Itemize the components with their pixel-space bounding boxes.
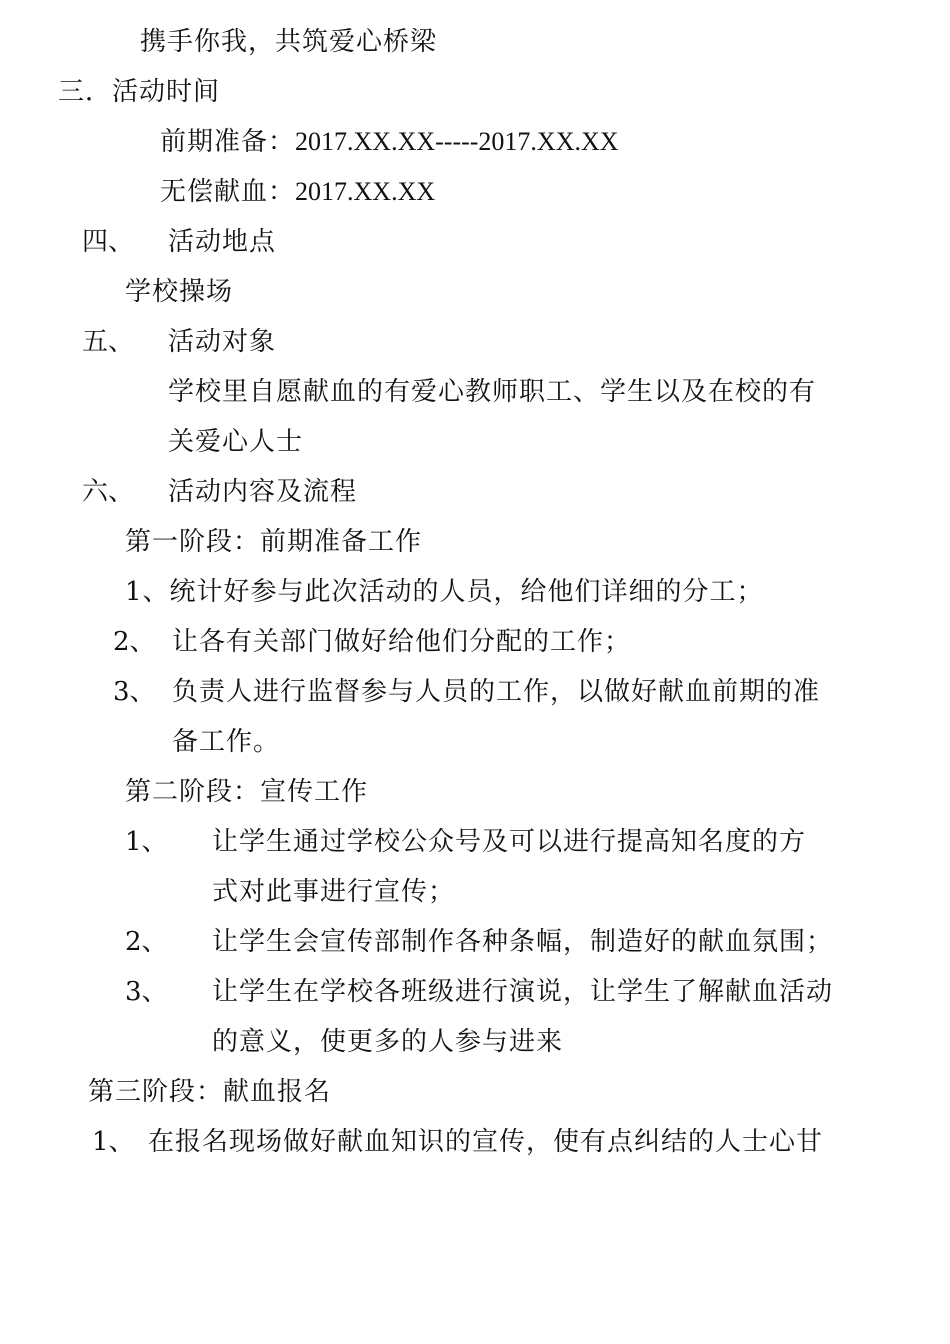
- stage-1-item-3-number: 3、: [113, 677, 156, 707]
- stage-2-item-2-number: 2、: [125, 927, 168, 957]
- stage-2-item-3-number: 3、: [125, 977, 168, 1007]
- donate-time-label: 无偿献血：: [160, 177, 296, 207]
- section-5-title: 活动对象: [168, 327, 277, 357]
- section-5-content-line1: 学校里自愿献血的有爱心教师职工、学生以及在校的有: [168, 377, 817, 407]
- stage-1-item-1: 1、统计好参与此次活动的人员，给他们详细的分工；: [125, 577, 764, 607]
- section-6-title: 活动内容及流程: [168, 477, 358, 507]
- stage-1-item-2: 让各有关部门做好给他们分配的工作；: [172, 627, 632, 657]
- section-4-title: 活动地点: [168, 227, 277, 257]
- stage-2-item-1-line2: 式对此事进行宣传；: [212, 877, 456, 907]
- stage-3-item-1-line1: 在报名现场做好献血知识的宣传，使有点纠结的人士心甘: [148, 1127, 824, 1157]
- stage-1-item-3-line1: 负责人进行监督参与人员的工作，以做好献血前期的准: [172, 677, 821, 707]
- stage-3-item-1-number: 1、: [92, 1127, 135, 1157]
- stage-1-heading: 第一阶段：前期准备工作: [125, 527, 423, 557]
- stage-2-item-2: 让学生会宣传部制作各种条幅，制造好的献血氛围；: [212, 927, 834, 957]
- stage-2-item-3-line2: 的意义，使更多的人参与进来: [212, 1027, 564, 1057]
- prep-time-label: 前期准备：: [160, 127, 296, 157]
- prep-time-value: 2017.XX.XX-----2017.XX.XX: [295, 127, 619, 156]
- prep-time-line: [160, 126, 619, 158]
- stage-2-item-3-line1: 让学生在学校各班级进行演说，让学生了解献血活动: [212, 977, 834, 1007]
- section-6-number: 六、: [82, 477, 135, 507]
- stage-2-heading: 第二阶段：宣传工作: [125, 777, 369, 807]
- section-5-number: 五、: [82, 327, 135, 357]
- stage-1-item-3-line2: 备工作。: [172, 727, 281, 757]
- section-4-number: 四、: [82, 227, 135, 257]
- stage-3-heading: 第三阶段：献血报名: [88, 1077, 332, 1107]
- donate-time-line: [160, 176, 435, 208]
- section-5-content-line2: 关爱心人士: [168, 427, 304, 457]
- stage-1-item-2-number: 2、: [113, 627, 156, 657]
- donate-time-value: 2017.XX.XX: [295, 177, 436, 206]
- stage-2-item-1-line1: 让学生通过学校公众号及可以进行提高知名度的方: [212, 827, 807, 857]
- slogan-line: 携手你我，共筑爱心桥梁: [140, 27, 438, 57]
- section-4-content: 学校操场: [125, 277, 234, 307]
- section-3-heading: 三．活动时间: [58, 77, 221, 107]
- stage-2-item-1-number: 1、: [125, 827, 168, 857]
